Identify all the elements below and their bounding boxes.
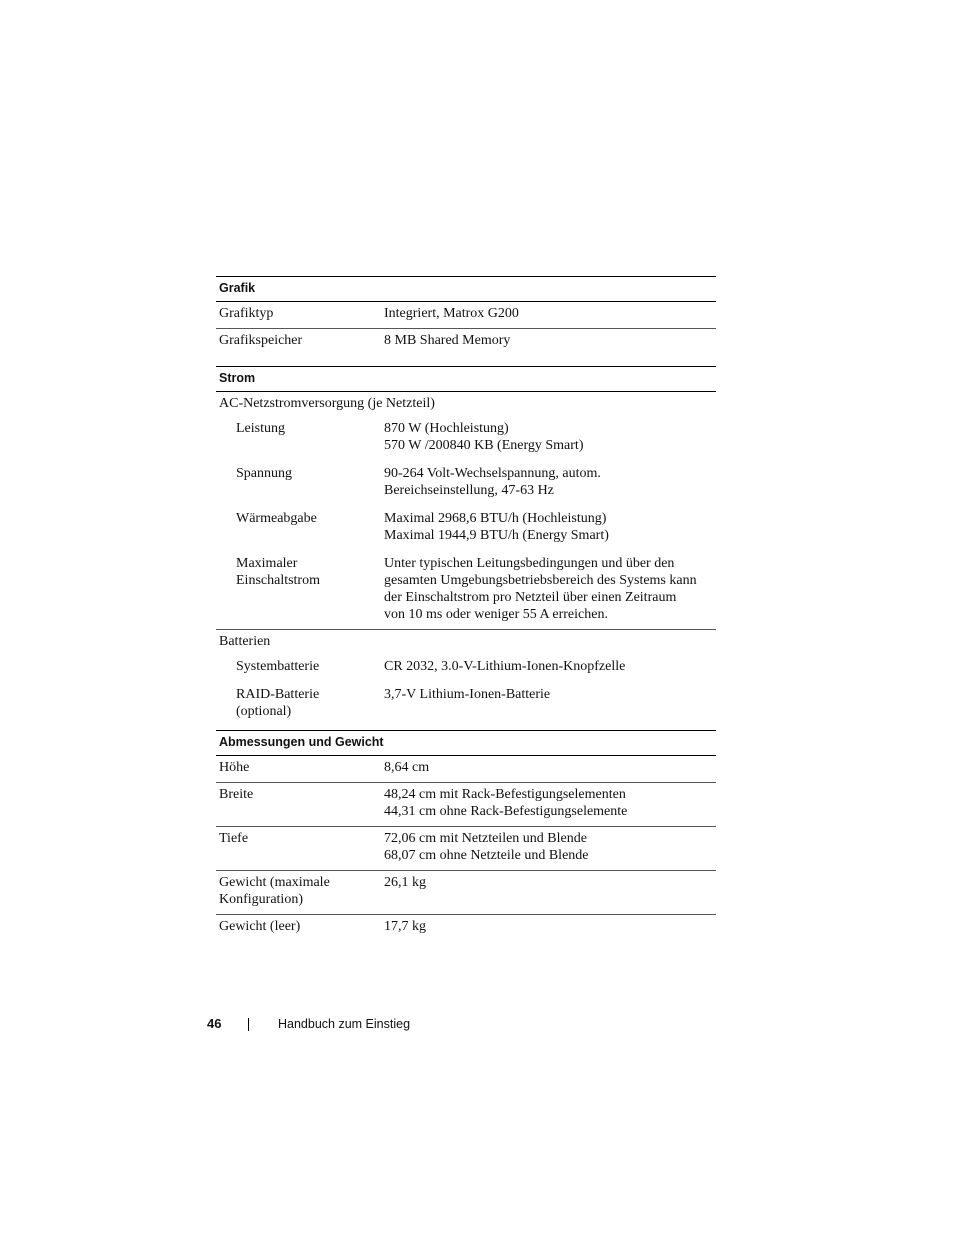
table-row xyxy=(216,552,716,630)
page-footer xyxy=(0,1016,954,1036)
row-value: 17,7 kg xyxy=(384,919,426,934)
spec-table xyxy=(216,276,716,941)
table-row xyxy=(216,756,716,783)
row-label: Spannung xyxy=(236,466,292,481)
row-value: Maximal 2968,6 BTU/h (Hochleistung) Maximal 1944,9 BTU/h (Energy Smart) xyxy=(384,511,609,543)
row-label: Gewicht (maximale Konfiguration) xyxy=(219,875,330,907)
section-heading-grafik: Grafik xyxy=(216,276,716,302)
row-label: Grafiktyp xyxy=(219,306,274,321)
row-label: Maximaler Einschaltstrom xyxy=(236,556,320,588)
row-value: Integriert, Matrox G200 xyxy=(384,306,519,321)
table-row xyxy=(216,915,716,941)
group-title-batteries: Batterien xyxy=(219,634,271,649)
page-number: 46 xyxy=(207,1016,222,1031)
row-label: Höhe xyxy=(219,760,250,775)
row-label: Breite xyxy=(219,787,254,802)
row-value: 8 MB Shared Memory xyxy=(384,333,511,348)
table-row xyxy=(216,416,716,462)
row-value: 870 W (Hochleistung) 570 W /200840 KB (Energy Smart) xyxy=(384,421,584,453)
section-heading-dimensions: Abmessungen und Gewicht xyxy=(216,730,716,756)
row-label: Leistung xyxy=(236,421,285,436)
table-row xyxy=(216,871,716,915)
footer-title: Handbuch zum Einstieg xyxy=(278,1017,411,1031)
row-value: 8,64 cm xyxy=(384,760,430,775)
table-row xyxy=(216,302,716,329)
row-label: Gewicht (leer) xyxy=(219,919,301,934)
row-value: 72,06 cm mit Netzteilen und Blende 68,07 cm ohne Netzteile und Blende xyxy=(384,831,589,863)
footer-divider xyxy=(248,1018,249,1031)
row-label: Systembatterie xyxy=(236,659,320,674)
table-row xyxy=(216,462,716,507)
row-value: 3,7-V Lithium-Ionen-Batterie xyxy=(384,687,551,702)
row-label: Wärmeabgabe xyxy=(236,511,317,526)
table-row xyxy=(216,329,716,355)
table-row xyxy=(216,507,716,552)
row-label: Grafikspeicher xyxy=(219,333,303,348)
row-label: RAID-Batterie (optional) xyxy=(236,687,320,719)
row-value: 90-264 Volt-Wechselspannung, autom. Bereichseinstellung, 47-63 Hz xyxy=(384,466,601,498)
table-row xyxy=(216,683,716,726)
row-value: 26,1 kg xyxy=(384,875,426,890)
row-label: Tiefe xyxy=(219,831,249,846)
table-row xyxy=(216,827,716,871)
table-row xyxy=(216,783,716,827)
row-value: 48,24 cm mit Rack-Befestigungselementen 44,31 cm ohne Rack-Befestigungselemente xyxy=(384,787,628,819)
row-value: Unter typischen Leitungsbedingungen und über den gesamten Umgebungsbetriebsbereich des Systems kann der Einschaltstrom pro Netzteil über einen Zeitraum von 10 ms oder weniger 55 A erreichen. xyxy=(384,556,697,622)
row-value: CR 2032, 3.0-V-Lithium-Ionen-Knopfzelle xyxy=(384,659,626,674)
group-title-ac-power: AC-Netzstromversorgung (je Netzteil) xyxy=(219,396,435,411)
table-row xyxy=(216,654,716,683)
section-heading-strom: Strom xyxy=(216,366,716,392)
